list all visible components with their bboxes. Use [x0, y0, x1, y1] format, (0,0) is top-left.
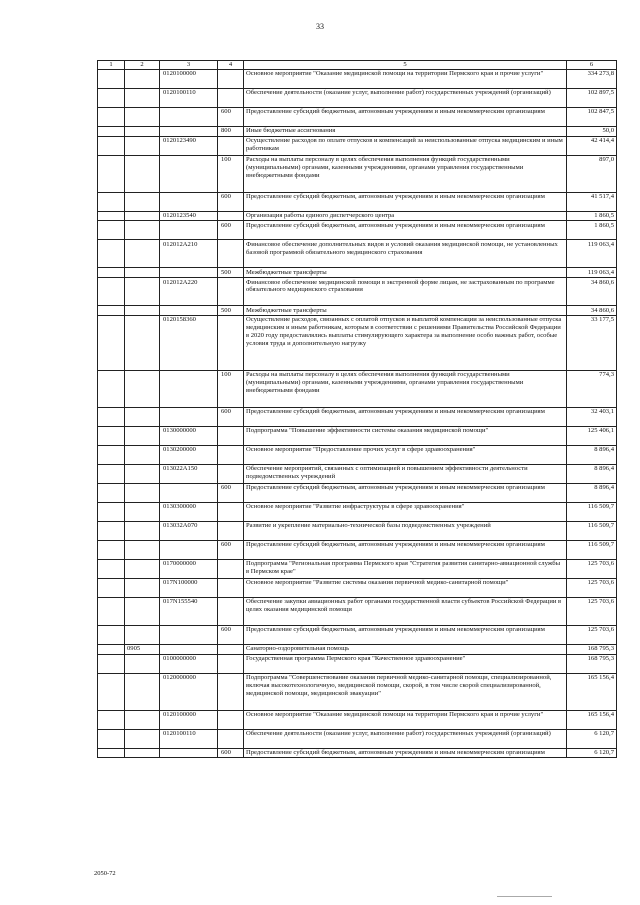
description-cell: Осуществление расходов по оплате отпусков и компенсаций за неиспользованные отпуска медицинским и иным работникам — [244, 136, 567, 155]
table-row — [98, 729, 617, 748]
target-article-cell — [160, 107, 218, 126]
description-cell: Основное мероприятие "Развитие инфраструктуры в сфере здравоохранения" — [244, 502, 567, 521]
section-code-cell — [125, 278, 160, 306]
description-cell: Межбюджетные трансферты — [244, 306, 567, 316]
table-row — [98, 240, 617, 268]
description-cell: Межбюджетные трансферты — [244, 268, 567, 278]
col1-cell — [98, 136, 125, 155]
col1-cell — [98, 521, 125, 540]
section-code-cell — [125, 597, 160, 625]
expense-type-cell — [218, 426, 244, 445]
amount-cell: 168 795,3 — [567, 654, 617, 673]
description-cell: Предоставление субсидий бюджетным, автономным учреждениям и иным некоммерческим организациям — [244, 483, 567, 502]
section-code-cell — [125, 710, 160, 729]
expense-type-cell — [218, 654, 244, 673]
table-row — [98, 559, 617, 578]
section-code-cell — [125, 559, 160, 578]
description-cell: Основное мероприятие "Предоставление прочих услуг в сфере здравоохранения" — [244, 445, 567, 464]
target-article-cell — [160, 155, 218, 192]
expense-type-cell: 600 — [218, 748, 244, 758]
expense-type-cell: 100 — [218, 155, 244, 192]
section-code-cell — [125, 107, 160, 126]
amount-cell: 34 860,6 — [567, 306, 617, 316]
expense-type-cell — [218, 578, 244, 597]
description-cell: Расходы на выплаты персоналу в целях обеспечения выполнения функций государственными (муниципальными) органами, казенными учреждениями, органами управления государственными внебюджетными фондами — [244, 155, 567, 192]
section-code-cell — [125, 268, 160, 278]
table-row — [98, 578, 617, 597]
description-cell: Обеспечение закупки авиационных работ органами государственной власти субъектов Российской Федерации в целях оказания медицинской помощи — [244, 597, 567, 625]
amount-cell: 1 860,5 — [567, 221, 617, 240]
table-row — [98, 268, 617, 278]
scan-edge-line — [497, 896, 552, 897]
amount-cell: 125 703,6 — [567, 578, 617, 597]
section-code-cell — [125, 306, 160, 316]
expense-type-cell — [218, 69, 244, 88]
table-row — [98, 155, 617, 192]
section-code-cell — [125, 370, 160, 407]
table-row — [98, 654, 617, 673]
expense-type-cell — [218, 521, 244, 540]
description-cell: Основное мероприятие "Развитие системы оказания первичной медико-санитарной помощи" — [244, 578, 567, 597]
target-article-cell — [160, 407, 218, 426]
description-cell: Обеспечение деятельности (оказание услуг, выполнение работ) государственных учреждений (организаций) — [244, 88, 567, 107]
table-row — [98, 445, 617, 464]
section-code-cell — [125, 654, 160, 673]
amount-cell: 774,3 — [567, 370, 617, 407]
target-article-cell: 0120000000 — [160, 673, 218, 710]
section-code-cell — [125, 155, 160, 192]
target-article-cell: 0100000000 — [160, 654, 218, 673]
target-article-cell — [160, 192, 218, 211]
section-code-cell — [125, 407, 160, 426]
target-article-cell — [160, 370, 218, 407]
col1-cell — [98, 370, 125, 407]
description-cell: Государственная программа Пермского края "Качественное здравоохранение" — [244, 654, 567, 673]
section-code-cell — [125, 729, 160, 748]
col1-cell — [98, 268, 125, 278]
target-article-cell: 0120100000 — [160, 710, 218, 729]
section-code-cell: 0905 — [125, 644, 160, 654]
header-col-2: 2 — [125, 61, 160, 70]
expense-type-cell — [218, 211, 244, 221]
amount-cell: 50,0 — [567, 126, 617, 136]
target-article-cell: 013022А150 — [160, 464, 218, 483]
expense-type-cell: 600 — [218, 221, 244, 240]
target-article-cell — [160, 748, 218, 758]
amount-cell: 33 177,5 — [567, 315, 617, 370]
amount-cell: 165 156,4 — [567, 710, 617, 729]
expense-type-cell: 600 — [218, 540, 244, 559]
expense-type-cell — [218, 278, 244, 306]
table-row — [98, 69, 617, 88]
target-article-cell: 017N155540 — [160, 597, 218, 625]
description-cell: Предоставление субсидий бюджетным, автономным учреждениям и иным некоммерческим организациям — [244, 625, 567, 644]
header-col-5: 5 — [244, 61, 567, 70]
amount-cell: 116 509,7 — [567, 502, 617, 521]
target-article-cell — [160, 221, 218, 240]
target-article-cell: 017N100000 — [160, 578, 218, 597]
amount-cell: 334 273,8 — [567, 69, 617, 88]
target-article-cell: 0120100110 — [160, 729, 218, 748]
amount-cell: 116 509,7 — [567, 540, 617, 559]
table-row — [98, 625, 617, 644]
table-row — [98, 407, 617, 426]
col1-cell — [98, 673, 125, 710]
description-cell: Санаторно-оздоровительная помощь — [244, 644, 567, 654]
table-row — [98, 483, 617, 502]
expense-type-cell — [218, 464, 244, 483]
amount-cell: 116 509,7 — [567, 521, 617, 540]
amount-cell: 125 703,6 — [567, 597, 617, 625]
target-article-cell — [160, 540, 218, 559]
table-row — [98, 597, 617, 625]
description-cell: Развитие и укрепление материально-технической базы подведомственных учреждений — [244, 521, 567, 540]
expense-type-cell — [218, 136, 244, 155]
amount-cell: 125 703,6 — [567, 625, 617, 644]
col1-cell — [98, 502, 125, 521]
target-article-cell — [160, 644, 218, 654]
amount-cell: 102 847,5 — [567, 107, 617, 126]
target-article-cell: 0120123490 — [160, 136, 218, 155]
table-row — [98, 126, 617, 136]
amount-cell: 165 156,4 — [567, 673, 617, 710]
col1-cell — [98, 221, 125, 240]
expense-type-cell — [218, 729, 244, 748]
amount-cell: 8 896,4 — [567, 445, 617, 464]
table-row — [98, 136, 617, 155]
table-row — [98, 540, 617, 559]
section-code-cell — [125, 136, 160, 155]
col1-cell — [98, 107, 125, 126]
col1-cell — [98, 126, 125, 136]
table-row — [98, 644, 617, 654]
col1-cell — [98, 464, 125, 483]
amount-cell: 8 896,4 — [567, 483, 617, 502]
section-code-cell — [125, 625, 160, 644]
description-cell: Предоставление субсидий бюджетным, автономным учреждениям и иным некоммерческим организациям — [244, 192, 567, 211]
amount-cell: 34 860,6 — [567, 278, 617, 306]
amount-cell: 42 414,4 — [567, 136, 617, 155]
col1-cell — [98, 306, 125, 316]
section-code-cell — [125, 126, 160, 136]
header-col-4: 4 — [218, 61, 244, 70]
target-article-cell — [160, 483, 218, 502]
table-row — [98, 315, 617, 370]
description-cell: Обеспечение мероприятий, связанных с оптимизацией и повышением эффективности деятельности подведомственных учреждений — [244, 464, 567, 483]
description-cell: Финансовое обеспечение медицинской помощи в экстренной форме лицам, не застрахованным по программе обязательного медицинского страхования — [244, 278, 567, 306]
description-cell: Предоставление субсидий бюджетным, автономным учреждениям и иным некоммерческим организациям — [244, 107, 567, 126]
header-col-6: 6 — [567, 61, 617, 70]
expense-type-cell: 600 — [218, 407, 244, 426]
expense-type-cell — [218, 710, 244, 729]
target-article-cell: 0120123540 — [160, 211, 218, 221]
col1-cell — [98, 729, 125, 748]
table-row — [98, 710, 617, 729]
table-row — [98, 426, 617, 445]
table-row — [98, 221, 617, 240]
section-code-cell — [125, 69, 160, 88]
section-code-cell — [125, 221, 160, 240]
expense-type-cell: 600 — [218, 625, 244, 644]
target-article-cell: 0170000000 — [160, 559, 218, 578]
section-code-cell — [125, 211, 160, 221]
table-row — [98, 107, 617, 126]
amount-cell: 897,0 — [567, 155, 617, 192]
description-cell: Предоставление субсидий бюджетным, автономным учреждениям и иным некоммерческим организациям — [244, 407, 567, 426]
table-row — [98, 192, 617, 211]
section-code-cell — [125, 464, 160, 483]
col1-cell — [98, 654, 125, 673]
description-cell: Подпрограмма "Региональная программа Пермского края "Стратегия развития санитарно-авиационной службы в Пермском крае" — [244, 559, 567, 578]
col1-cell — [98, 578, 125, 597]
expense-type-cell: 500 — [218, 306, 244, 316]
expense-type-cell: 100 — [218, 370, 244, 407]
expense-type-cell — [218, 597, 244, 625]
section-code-cell — [125, 540, 160, 559]
expense-type-cell: 500 — [218, 268, 244, 278]
target-article-cell: 0120100000 — [160, 69, 218, 88]
table-row — [98, 748, 617, 758]
amount-cell: 119 063,4 — [567, 240, 617, 268]
col1-cell — [98, 748, 125, 758]
description-cell: Основное мероприятие "Оказание медицинской помощи на территории Пермского края и прочие услуги" — [244, 69, 567, 88]
expense-type-cell: 600 — [218, 192, 244, 211]
expense-type-cell: 800 — [218, 126, 244, 136]
col1-cell — [98, 192, 125, 211]
amount-cell: 102 897,5 — [567, 88, 617, 107]
amount-cell: 168 795,3 — [567, 644, 617, 654]
table-row — [98, 306, 617, 316]
expense-type-cell — [218, 502, 244, 521]
expense-type-cell — [218, 673, 244, 710]
table-row — [98, 464, 617, 483]
col1-cell — [98, 155, 125, 192]
amount-cell: 125 703,6 — [567, 559, 617, 578]
col1-cell — [98, 625, 125, 644]
section-code-cell — [125, 502, 160, 521]
expense-type-cell — [218, 559, 244, 578]
table-row — [98, 88, 617, 107]
col1-cell — [98, 483, 125, 502]
amount-cell: 125 406,1 — [567, 426, 617, 445]
description-cell: Основное мероприятие "Оказание медицинской помощи на территории Пермского края и прочие услуги" — [244, 710, 567, 729]
col1-cell — [98, 240, 125, 268]
amount-cell: 119 063,4 — [567, 268, 617, 278]
section-code-cell — [125, 88, 160, 107]
table-row — [98, 278, 617, 306]
description-cell: Финансовое обеспечение дополнительных видов и условий оказания медицинской помощи, не установленных базовой программой обязательного медицинского страхования — [244, 240, 567, 268]
col1-cell — [98, 315, 125, 370]
section-code-cell — [125, 748, 160, 758]
col1-cell — [98, 407, 125, 426]
expense-type-cell: 600 — [218, 107, 244, 126]
description-cell: Подпрограмма "Повышение эффективности системы оказания медицинской помощи" — [244, 426, 567, 445]
table-row — [98, 521, 617, 540]
budget-table — [97, 60, 617, 758]
target-article-cell: 012012А210 — [160, 240, 218, 268]
expense-type-cell — [218, 315, 244, 370]
target-article-cell: 013032А070 — [160, 521, 218, 540]
description-cell: Подпрограмма "Совершенствование оказания первичной медико-санитарной помощи, специализированной, включая высокотехнологичную, медицинской помощи, скорой, в том числе скорой специализированной, медицинской помощи, медицинской эвакуации" — [244, 673, 567, 710]
amount-cell: 6 120,7 — [567, 748, 617, 758]
section-code-cell — [125, 315, 160, 370]
header-col-3: 3 — [160, 61, 218, 70]
page-number: 33 — [316, 22, 324, 31]
section-code-cell — [125, 426, 160, 445]
target-article-cell — [160, 268, 218, 278]
amount-cell: 41 517,4 — [567, 192, 617, 211]
section-code-cell — [125, 192, 160, 211]
section-code-cell — [125, 240, 160, 268]
description-cell: Предоставление субсидий бюджетным, автономным учреждениям и иным некоммерческим организациям — [244, 221, 567, 240]
col1-cell — [98, 710, 125, 729]
expense-type-cell — [218, 240, 244, 268]
col1-cell — [98, 559, 125, 578]
target-article-cell: 012012А220 — [160, 278, 218, 306]
description-cell: Организация работы единого диспетчерского центра — [244, 211, 567, 221]
col1-cell — [98, 88, 125, 107]
description-cell: Расходы на выплаты персоналу в целях обеспечения выполнения функций государственными (муниципальными) органами, казенными учреждениями, органами управления государственными внебюджетными фондами — [244, 370, 567, 407]
col1-cell — [98, 445, 125, 464]
target-article-cell: 0130200000 — [160, 445, 218, 464]
section-code-cell — [125, 445, 160, 464]
target-article-cell — [160, 625, 218, 644]
table-header — [98, 61, 617, 70]
description-cell: Предоставление субсидий бюджетным, автономным учреждениям и иным некоммерческим организациям — [244, 748, 567, 758]
col1-cell — [98, 597, 125, 625]
col1-cell — [98, 69, 125, 88]
amount-cell: 8 896,4 — [567, 464, 617, 483]
col1-cell — [98, 426, 125, 445]
expense-type-cell — [218, 445, 244, 464]
target-article-cell: 0130300000 — [160, 502, 218, 521]
table-row — [98, 370, 617, 407]
target-article-cell — [160, 126, 218, 136]
description-cell: Предоставление субсидий бюджетным, автономным учреждениям и иным некоммерческим организациям — [244, 540, 567, 559]
section-code-cell — [125, 673, 160, 710]
target-article-cell: 0130000000 — [160, 426, 218, 445]
section-code-cell — [125, 521, 160, 540]
expense-type-cell — [218, 88, 244, 107]
section-code-cell — [125, 578, 160, 597]
table-row — [98, 211, 617, 221]
target-article-cell: 0120100110 — [160, 88, 218, 107]
amount-cell: 32 403,1 — [567, 407, 617, 426]
col1-cell — [98, 211, 125, 221]
footer-code: 2050-72 — [94, 870, 116, 877]
description-cell: Осуществление расходов, связанных с оплатой отпусков и выплатой компенсации за неиспользованные отпуска медицинским и иным работникам, которым в соответствии с решениями Правительства Российской Федерации в 2020 году предоставлялись выплаты стимулирующего характера за выполнение особо важных работ, особые условия труда и дополнительную нагрузку — [244, 315, 567, 370]
col1-cell — [98, 644, 125, 654]
col1-cell — [98, 278, 125, 306]
target-article-cell — [160, 306, 218, 316]
description-cell: Иные бюджетные ассигнования — [244, 126, 567, 136]
header-col-1: 1 — [98, 61, 125, 70]
description-cell: Обеспечение деятельности (оказание услуг, выполнение работ) государственных учреждений (организаций) — [244, 729, 567, 748]
amount-cell: 6 120,7 — [567, 729, 617, 748]
section-code-cell — [125, 483, 160, 502]
table-row — [98, 673, 617, 710]
target-article-cell: 0120158360 — [160, 315, 218, 370]
expense-type-cell: 600 — [218, 483, 244, 502]
table-row — [98, 502, 617, 521]
amount-cell: 1 860,5 — [567, 211, 617, 221]
col1-cell — [98, 540, 125, 559]
expense-type-cell — [218, 644, 244, 654]
